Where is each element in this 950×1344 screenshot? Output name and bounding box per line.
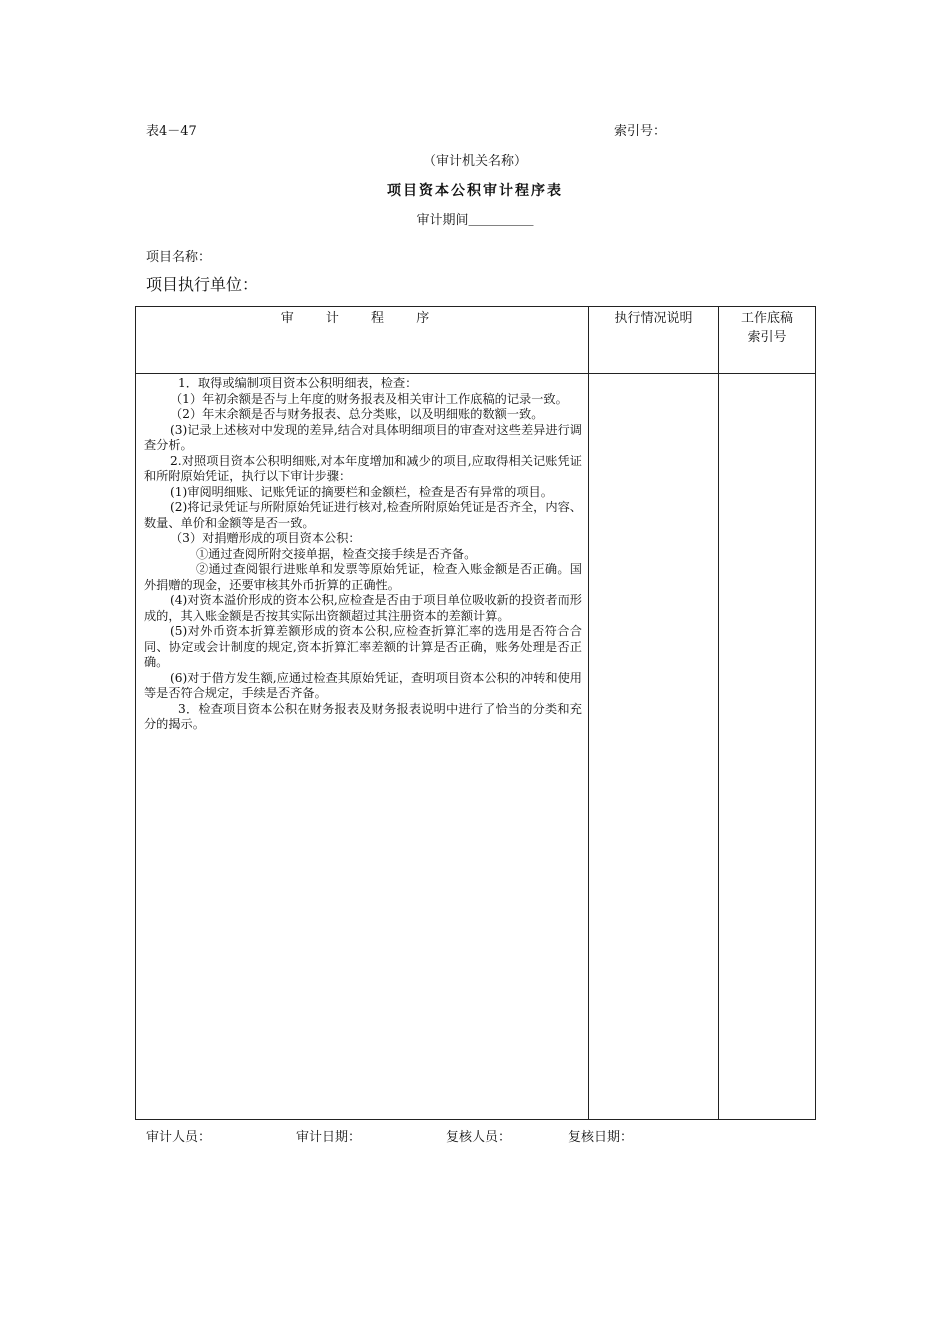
procedure-list xyxy=(144,376,582,733)
procedure-step: (6)对于借方发生额,应通过检查其原始凭证，查明项目资本公积的冲转和使用等是否符合规定，手续是否齐备。 xyxy=(144,670,582,700)
index-number-label: 索引号： xyxy=(614,124,667,139)
procedure-step: (4)对资本溢价形成的资本公积,应检查是否由于项目单位吸收新的投资者而形成的，其入账金额是否按其实际出资额超过其注册资本的差额计算。 xyxy=(144,593,582,623)
audit-procedure-table xyxy=(135,306,815,1120)
audit-date-label: 审计日期： xyxy=(296,1130,362,1145)
table-number: 表4－47 xyxy=(146,124,197,139)
audit-org-name: （审计机关名称） xyxy=(422,154,527,169)
procedure-step: (1)审阅明细账、记账凭证的摘要栏和金额栏，检查是否有异常的项目。 xyxy=(170,484,553,499)
procedure-step: （2）年末余额是否与财务报表、总分类账，以及明细账的数额一致。 xyxy=(170,407,544,421)
auditor-label: 审计人员： xyxy=(146,1130,212,1145)
table-body-row xyxy=(136,374,816,1120)
procedure-step: （1）年初余额是否与上年度的财务报表及相关审计工作底稿的记录一致。 xyxy=(170,391,568,406)
procedure-step: (3)记录上述核对中发现的差异,结合对具体明细项目的审查对这些差异进行调查分析。 xyxy=(144,422,582,452)
procedure-step: 2.对照项目资本公积明细账,对本年度增加和减少的项目,应取得相关记账凭证和所附原始凭证，执行以下审计步骤： xyxy=(144,453,582,483)
execution-notes-cell[interactable] xyxy=(589,374,719,1120)
procedure-cell xyxy=(136,374,589,1120)
procedure-step: （3）对捐赠形成的项目资本公积： xyxy=(170,531,361,545)
procedure-step: 3．检查项目资本公积在财务报表及财务报表说明中进行了恰当的分类和充分的揭示。 xyxy=(144,701,582,731)
header-execution-notes: 执行情况说明 xyxy=(589,307,719,374)
procedure-step: 1．取得或编制项目资本公积明细表，检查： xyxy=(178,376,418,390)
header-workpaper-line1: 工作底稿 xyxy=(740,311,793,326)
audit-period: 审计期间＿＿＿＿＿ xyxy=(416,213,534,228)
project-name-label: 项目名称： xyxy=(146,250,212,265)
header-workpaper-line2: 索引号 xyxy=(747,330,787,345)
project-unit-label: 项目执行单位： xyxy=(146,275,259,294)
procedure-step: (2)将记录凭证与所附原始凭证进行核对,检查所附原始凭证是否齐全，内容、数量、单价和金额等是否一致。 xyxy=(144,500,582,530)
header-audit-procedure: 审 计 程 序 xyxy=(136,307,589,374)
page-title: 项目资本公积审计程序表 xyxy=(387,183,563,199)
procedure-step: ②通过查阅银行进账单和发票等原始凭证，检查入账金额是否正确。国外捐赠的现金，还要审核其外币折算的正确性。 xyxy=(144,562,582,592)
procedure-step: (5)对外币资本折算差额形成的资本公积,应检查折算汇率的选用是否符合合同、协定或会计制度的规定,资本折算汇率差额的计算是否正确，账务处理是否正确。 xyxy=(144,624,582,669)
reviewer-label: 复核人员： xyxy=(446,1130,512,1145)
procedure-step: ①通过查阅所附交接单据，检查交接手续是否齐备。 xyxy=(196,546,477,561)
header-workpaper-index xyxy=(719,307,816,374)
review-date-label: 复核日期： xyxy=(568,1130,634,1145)
table-header-row xyxy=(136,307,816,374)
workpaper-index-cell[interactable] xyxy=(719,374,816,1120)
